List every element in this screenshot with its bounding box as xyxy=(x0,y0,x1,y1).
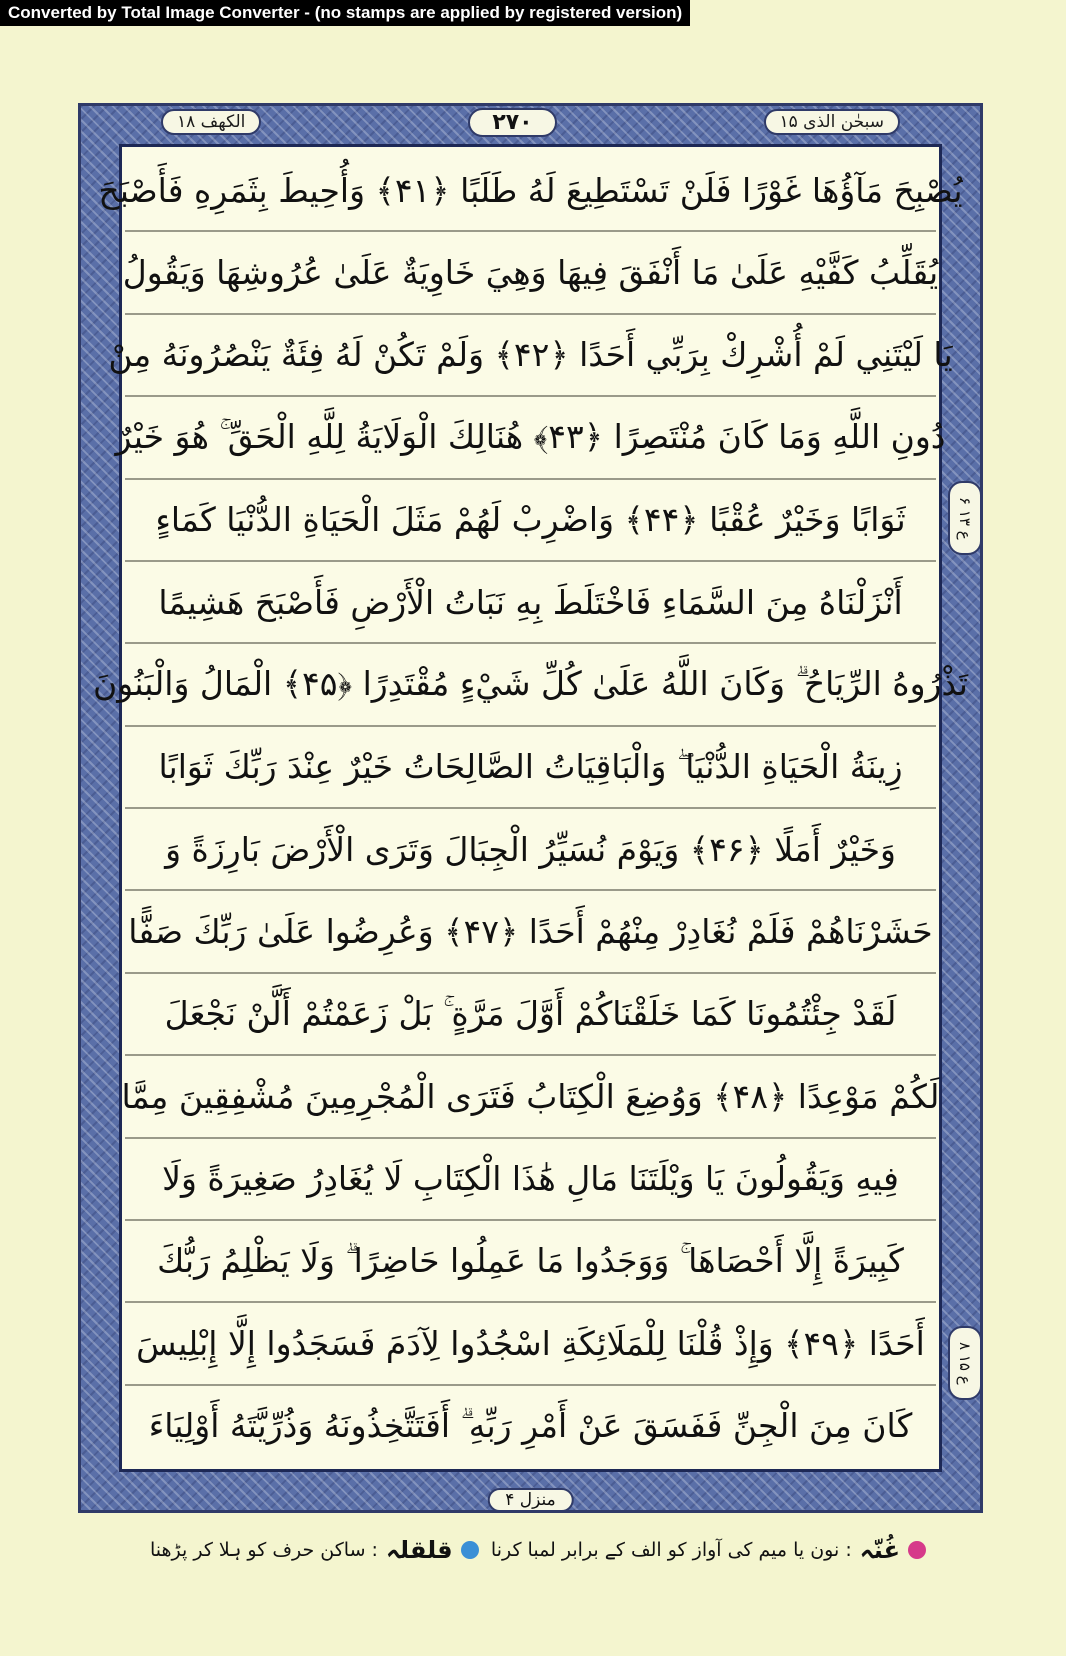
text-line: كَانَ مِنَ الْجِنِّ فَفَسَقَ عَنْ أَمْرِ رَبِّهِ ۗ أَفَتَتَّخِذُونَهُ وَذُرِّيَّتَهُ أَوْلِيَاءَ xyxy=(148,1405,913,1445)
text-line: دُونِ اللَّهِ وَمَا كَانَ مُنْتَصِرًا ﴿۴۳﴾ هُنَالِكَ الْوَلَايَةُ لِلَّهِ الْحَقِّ ۚ هُوَ خَيْرٌ xyxy=(125,397,936,479)
text-line: حَشَرْنَاهُمْ فَلَمْ نُغَادِرْ مِنْهُمْ أَحَدًا ﴿۴۷﴾ وَعُرِضُوا عَلَىٰ رَبِّكَ صَفًّا xyxy=(125,891,936,973)
ghunnah-legend xyxy=(491,1536,926,1564)
text-line: يَا لَيْتَنِي لَمْ أُشْرِكْ بِرَبِّي أَحَدًا ﴿۴۲﴾ وَلَمْ تَكُنْ لَهُ فِئَةٌ يَنْصُرُونَهُ مِنْ xyxy=(125,315,936,397)
text-line: تَذْرُوهُ الرِّيَاحُ ۗ وَكَانَ اللَّهُ عَلَىٰ كُلِّ شَيْءٍ مُقْتَدِرًا ﴿۴۵﴾ الْمَالُ وَالْبَنُونَ xyxy=(125,644,936,726)
ruku-marker: ع ۱۳ ۶ xyxy=(948,481,982,555)
manzil-label: منزل ۴ xyxy=(487,1488,574,1512)
page-frame xyxy=(78,103,983,1513)
converter-watermark: Converted by Total Image Converter - (no stamps are applied by registered version) xyxy=(0,0,690,26)
ghunnah-description: : نون یا میم کی آواز کو الف کے برابر لمبا کرنا xyxy=(490,1539,852,1561)
text-line: لَكُمْ مَوْعِدًا ﴿۴۸﴾ وَوُضِعَ الْكِتَابُ فَتَرَى الْمُجْرِمِينَ مُشْفِقِينَ مِمَّا xyxy=(125,1056,936,1138)
qalqalah-legend xyxy=(150,1536,479,1564)
text-line: فِيهِ وَيَقُولُونَ يَا وَيْلَتَنَا مَالِ هَٰذَا الْكِتَابِ لَا يُغَادِرُ صَغِيرَةً وَلَا xyxy=(125,1139,936,1221)
ruku-marker: ع ۱۵ ۸ xyxy=(948,1326,982,1400)
qalqalah-term: قلقلہ xyxy=(385,1536,453,1564)
text-line: يُصْبِحَ مَآؤُهَا غَوْرًا فَلَنْ تَسْتَطِيعَ لَهُ طَلَبًا ﴿۴۱﴾ وَأُحِيطَ بِثَمَرِهِ فَأَصْبَحَ xyxy=(125,150,936,232)
text-line: أَنْزَلْنَاهُ مِنَ السَّمَاءِ فَاخْتَلَطَ بِهِ نَبَاتُ الْأَرْضِ فَأَصْبَحَ هَشِيمًا xyxy=(125,562,936,644)
tajweed-legend xyxy=(150,1528,926,1572)
text-line: يُقَلِّبُ كَفَّيْهِ عَلَىٰ مَا أَنْفَقَ فِيهَا وَهِيَ خَاوِيَةٌ عَلَىٰ عُرُوشِهَا وَيَقُولُ xyxy=(125,232,936,314)
text-line: لَقَدْ جِئْتُمُونَا كَمَا خَلَقْنَاكُمْ أَوَّلَ مَرَّةٍ ۚ بَلْ زَعَمْتُمْ أَلَّنْ نَجْعَلَ xyxy=(125,974,936,1056)
surah-name: الکھف ۱۸ xyxy=(161,109,261,135)
text-line: زِينَةُ الْحَيَاةِ الدُّنْيَا ۖ وَالْبَاقِيَاتُ الصَّالِحَاتُ خَيْرٌ عِنْدَ رَبِّكَ ثَوَابًا xyxy=(125,727,936,809)
pink-flower-icon xyxy=(908,1541,926,1559)
text-line: كَبِيرَةً إِلَّا أَحْصَاهَا ۚ وَوَجَدُوا مَا عَمِلُوا حَاضِرًا ۗ وَلَا يَظْلِمُ رَبُّكَ xyxy=(125,1221,936,1303)
blue-flower-icon xyxy=(461,1541,479,1559)
ghunnah-term: غُنّہ xyxy=(859,1536,900,1564)
text-line: ثَوَابًا وَخَيْرٌ عُقْبًا ﴿۴۴﴾ وَاضْرِبْ لَهُمْ مَثَلَ الْحَيَاةِ الدُّنْيَا كَمَاءٍ xyxy=(125,480,936,562)
page-header xyxy=(161,104,900,140)
para-name: سبحٰن الذی ۱۵ xyxy=(764,109,901,135)
text-line: أَحَدًا ﴿۴۹﴾ وَإِذْ قُلْنَا لِلْمَلَائِكَةِ اسْجُدُوا لِآدَمَ فَسَجَدُوا إِلَّا إِبْلِيسَ xyxy=(125,1303,936,1385)
page-number: ۲۷۰ xyxy=(468,108,556,137)
text-line: وَخَيْرٌ أَمَلًا ﴿۴۶﴾ وَيَوْمَ نُسَيِّرُ الْجِبَالَ وَتَرَى الْأَرْضَ بَارِزَةً وَ xyxy=(125,809,936,891)
qalqalah-description: : ساکن حرف کو ہلا کر پڑھنا xyxy=(150,1539,378,1561)
